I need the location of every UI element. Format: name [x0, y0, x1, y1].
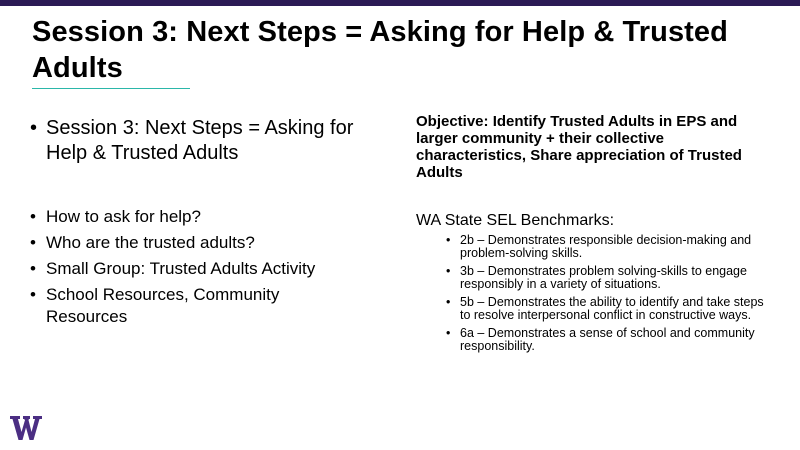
objective-text: Objective: Identify Trusted Adults in EPS and larger community + their collective characteristics, Share appreciation of Trusted Adults [416, 113, 742, 181]
top-accent-bar [0, 0, 800, 6]
benchmark-text: 3b – Demonstrates problem solving-skills to engage responsibly in a variety of situations. [460, 264, 747, 291]
list-item [446, 265, 766, 290]
bullet-icon: • [30, 285, 36, 304]
sub-bullet-text: How to ask for help? [46, 207, 201, 226]
bullet-icon: • [446, 295, 451, 309]
list-item [30, 232, 360, 254]
left-content [30, 116, 380, 166]
list-item [446, 234, 766, 259]
benchmark-text: 6a – Demonstrates a sense of school and community responsibility. [460, 326, 755, 353]
list-item [446, 296, 766, 321]
bullet-icon: • [30, 117, 38, 139]
list-item [30, 284, 360, 328]
title-underline [32, 88, 190, 89]
list-item [30, 258, 360, 280]
benchmark-text: 2b – Demonstrates responsible decision-making and problem-solving skills. [460, 233, 752, 260]
sub-bullet-text: Small Group: Trusted Adults Activity [46, 259, 316, 278]
bullet-icon: • [446, 233, 451, 247]
bullet-icon: • [446, 264, 451, 278]
benchmark-text: 5b – Demonstrates the ability to identify and take steps to resolve interpersonal conflict in constructive ways. [460, 295, 764, 322]
bullet-icon: • [30, 207, 36, 226]
bullet-icon: • [446, 326, 451, 340]
bullet-icon: • [30, 259, 36, 278]
uw-logo-icon [10, 414, 42, 442]
sub-bullet-text: School Resources, Community Resources [46, 285, 280, 326]
benchmarks-heading: WA State SEL Benchmarks: [416, 212, 615, 229]
slide-title: Session 3: Next Steps = Asking for Help & Trusted Adults [32, 16, 728, 84]
sub-bullet-text: Who are the trusted adults? [46, 233, 255, 252]
list-item [30, 206, 360, 228]
benchmark-list [446, 234, 766, 358]
main-bullet-text: Session 3: Next Steps = Asking for Help & Trusted Adults [46, 117, 354, 164]
list-item [446, 327, 766, 352]
bullet-icon: • [30, 233, 36, 252]
main-bullet-item [30, 116, 380, 166]
sub-bullet-list [30, 206, 360, 332]
